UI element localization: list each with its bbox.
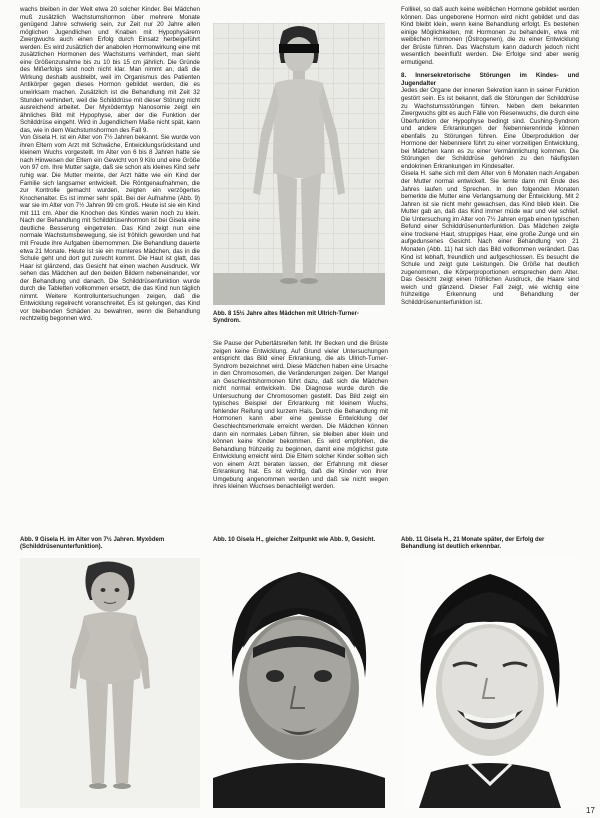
middle-paragraph-1: Sie Pause der Pubertätsreifen fehlt. Ihr Becken und die Brüste zeigen keine Entwicklung. Auf Grund vieler Untersuchungen entspricht das Bild einer Erkrankung, die als Ullrich-Turner-Syndrom bezeichnet wird. Diese Mädchen haben eine Ursache in den Chromosomen, die Veränderungen zeigen. Der Mangel an Geschlechtshormonen führt dazu, daß sich die Mädchen nicht normal entwickeln. Die Diagnose wurde durch die Untersuchung der Chromosomen gestellt. Das Bild zeigt ein typisches Beispiel der Erkrankung mit kleinem Wuchs, fehlender Reifung und kurzem Hals. Durch die Behandlung mit Hormonen kann aber eine gewisse Entwicklung der Geschlechtsmerkmale erreicht werden. Die Mädchen können dann ein normales Leben führen, sie bleiben aber klein und können keine Kinder bekommen. Es wird empfohlen, die Behandlung frühzeitig zu beginnen, damit eine möglichst gute Entwicklung erreicht wird. Die Eltern solcher Kinder sollten sich von einem Arzt beraten lassen, der Erfahrung mit dieser Erkrankung hat. Es ist wichtig, daß die Kinder von ihrer Umgebung angenommen werden und daß sie nicht wegen ihres kleinen Wuchses benachteiligt werden. <box>213 340 388 491</box>
figure-9-image <box>20 558 200 808</box>
page-number: 17 <box>586 806 595 815</box>
right-paragraph-1: Follikel, so daß auch keine weiblichen Hormone gebildet werden können. Das ungeborene Hormon wird nicht gebildet und das Kind bleibt klein, wenn keine Behandlung erfolgt. Es bestehen einige Möglichkeiten, mit Hormonen zu behandeln, etwa mit weiblichen Hormonen (Östrogenen), die zu einer Entwicklung der Brüste führen. Das Wachstum kann dadurch jedoch nicht wesentlich beeinflußt werden. Die Erfolge sind aber wenig ermutigend. <box>401 6 579 66</box>
figure-10-caption: Abb. 10 Gisela H., gleicher Zeitpunkt wie Abb. 9, Gesicht. <box>213 537 376 543</box>
middle-column <box>213 340 388 532</box>
figure-9-photo <box>20 558 200 808</box>
figure-8-image <box>213 23 385 305</box>
left-column <box>20 6 200 536</box>
figure-8-photo <box>213 23 385 305</box>
right-paragraph-2: Jedes der Organe der inneren Sekretion kann in seiner Funktion gestört sein. Es ist bekannt, daß die Störungen der Schilddrüse zu Wachstumsstörungen führen. Neben dem bekannten Zwergwuchs gibt es auch Fälle von Riesenwuchs, die durch eine Überfunktion der Hypophyse bedingt sind. Cushing-Syndrom und andere Erkrankungen der Nebennierenrinde können ebenfalls zu Störungen führen. Eine Überproduktion der Hormone der Nebenniere führt zu einer vorzeitigen Entwicklung, bei Mädchen kann es zu einer Vermännlichung kommen. Die Störungen der Schilddrüse gehören zu den häufigsten endokrinen Erkrankungen im Kindesalter. <box>401 87 579 170</box>
right-paragraph-3: Gisela H. sahe sich mit dem Alter von 6 Monaten nach Angaben der Mutter normal entwickelt. Sie lernte dann mit Ende des Jahres laufen und Sprechen. In den folgenden Monaten bemerkte die Mutter eine Verlangsamung der Entwicklung. Mit 2 Jahren ist sie nicht mehr gewachsen, das Kind blieb klein. Die Mutter gab an, daß das Kind immer müde war und viel schlief. Die Untersuchung im Alter von 7½ Jahren ergab einen typischen Befund einer Schilddrüsenunterfunktion. Das Mädchen zeigte eine trockene Haut, struppiges Haar, eine große Zunge und ein aufgedunsenes Gesicht. Nach einer Behandlung von 21 Monaten (Abb. 11) hat sich das Bild vollkommen verändert. Das Kind ist lebhaft, freundlich und aufgeschlossen. Es besucht die Schule und zeigt gute Leistungen. Die Größe hat deutlich zugenommen, die Körperproportionen entsprechen dem Alter. Das Gesicht zeigt einen fröhlichen Ausdruck, die Haare sind weich und glänzend. Dieser Fall zeigt, wie wichtig eine frühzeitige Erkennung und Behandlung der Schilddrüsenunterfunktion ist. <box>401 170 579 306</box>
figure-11-photo <box>401 558 579 808</box>
left-paragraph-1: wachs bleiben in der Welt etwa 20 solcher Kinder. Bei Mädchen muß zusätzlich Wachstumshormon über mehrere Monate genügend Jahre schwierig sein, zur Zeit nur 20 Jahre allen möglichen Jugendlichen und Knaben mit Hypophysärem Zwergwuchs auch einen Erfolg durch Einsatz herbeigeführt werden. Es wird zusätzlich der anabolen Hormonwirkung eine mit zusätzlichen Hormonen des Wachstums verhindert, man sieht eine Größenzunahme bis zu 10 bis 15 cm jährlich. Die Gründe des Mißerfolgs sind noch nicht klar. Man nimmt an, daß die Wirkung deshalb ausbleibt, weil im Organismus des Patienten Antikörper gegen dieses Hormon gebildet werden, die es unwirksam machen. Zusätzlich ist die Behandlung mit Zeit 32 Stunden verhindert, weil die Schilddrüse mit dieser Störung nicht ausreichend arbeitet. Der Myxödemtyp Nanosomie zeigt ein ähnliches Bild mit Hypophyse, aber der die Funktion der Schilddrüse eingeht. Wird in Jugendlichem Maße nicht spät, kann das, wie in dem Wachstumshormon des Fall 9. <box>20 6 200 134</box>
figure-11-image <box>401 558 579 808</box>
figure-11-caption: Abb. 11 Gisela H., 21 Monate später, der Erfolg der Behandlung ist deutlich erkennbar. <box>401 537 545 550</box>
figure-8-caption: Abb. 8 15½ Jahre altes Mädchen mit Ullrich-Turner-Syndrom. <box>213 311 359 324</box>
figure-10-photo <box>213 558 385 808</box>
right-column <box>401 6 579 536</box>
figure-10-image <box>213 558 385 808</box>
left-paragraph-2: Von Gisela H. ist ein Alter von 7½ Jahren bekannt. Sie wurde von ihren Eltern vom Arzt mit Schwäche, Entwicklungsrückstand und kleinem Wuchs vorgestellt. Im Alter von 6 bis 8 Jahren hatte sie nach Hinweisen der Eltern ein Gewicht von 9 Kilo und eine Größe von 97 cm. Ihre Mutter sagte, daß sie schon als kleines Kind sehr ruhig war. Die Mutter meinte, der Arzt hätte wie ein Kind der Familie sich langsamer entwickelt. Die Röntgenaufnahmen, die zur Kontrolle gemacht wurden, zeigten ein verzögertes Knochenalter. Es ist immer sehr spät. Bei der Aufnahme (Abb. 9) war sie im Alter von 7½ Jahren 99 cm groß. Heute ist sie ein Kind mit 111 cm. Aber die Knochen des Kindes waren noch zu klein. Nach der Behandlung mit Schilddrüsenhormon ist bei Gisela eine deutliche Besserung eingetreten. Das Kind zeigt nun eine normale Wachstumsbewegung, sie ist fröhlich geworden und hat mit Freude ihre Aufgaben übernommen. Die Behandlung dauerte etwa 21 Monate. Heute ist sie ein munteres Mädchen, das in die Schule geht und dort gut zurecht kommt. Die Haut ist glatt, das Haar ist glänzend, das Gesicht hat einen wachen Ausdruck. Wir sehen das Mädchen auf den beiden Bildern nebeneinander, vor der Behandlung und danach. Die Schilddrüsenfunktion wurde durch die Tabletten vollkommen ersetzt, die das Kind nun täglich nimmt. Weitere Kontrolluntersuchungen zeigen, daß die Entwicklung regelrecht voranschreitet. Es ist gelungen, das Kind vor bleibenden Schäden zu bewahren, wenn die Behandlung rechtzeitig begonnen wird. <box>20 134 200 323</box>
section-heading: 8. Innersekretorische Störungen im Kindes- und Jugendalter <box>401 72 579 87</box>
figure-9-caption: Abb. 9 Gisela H. im Alter von 7½ Jahren. Myxödem (Schilddrüsenunterfunktion). <box>20 537 165 550</box>
